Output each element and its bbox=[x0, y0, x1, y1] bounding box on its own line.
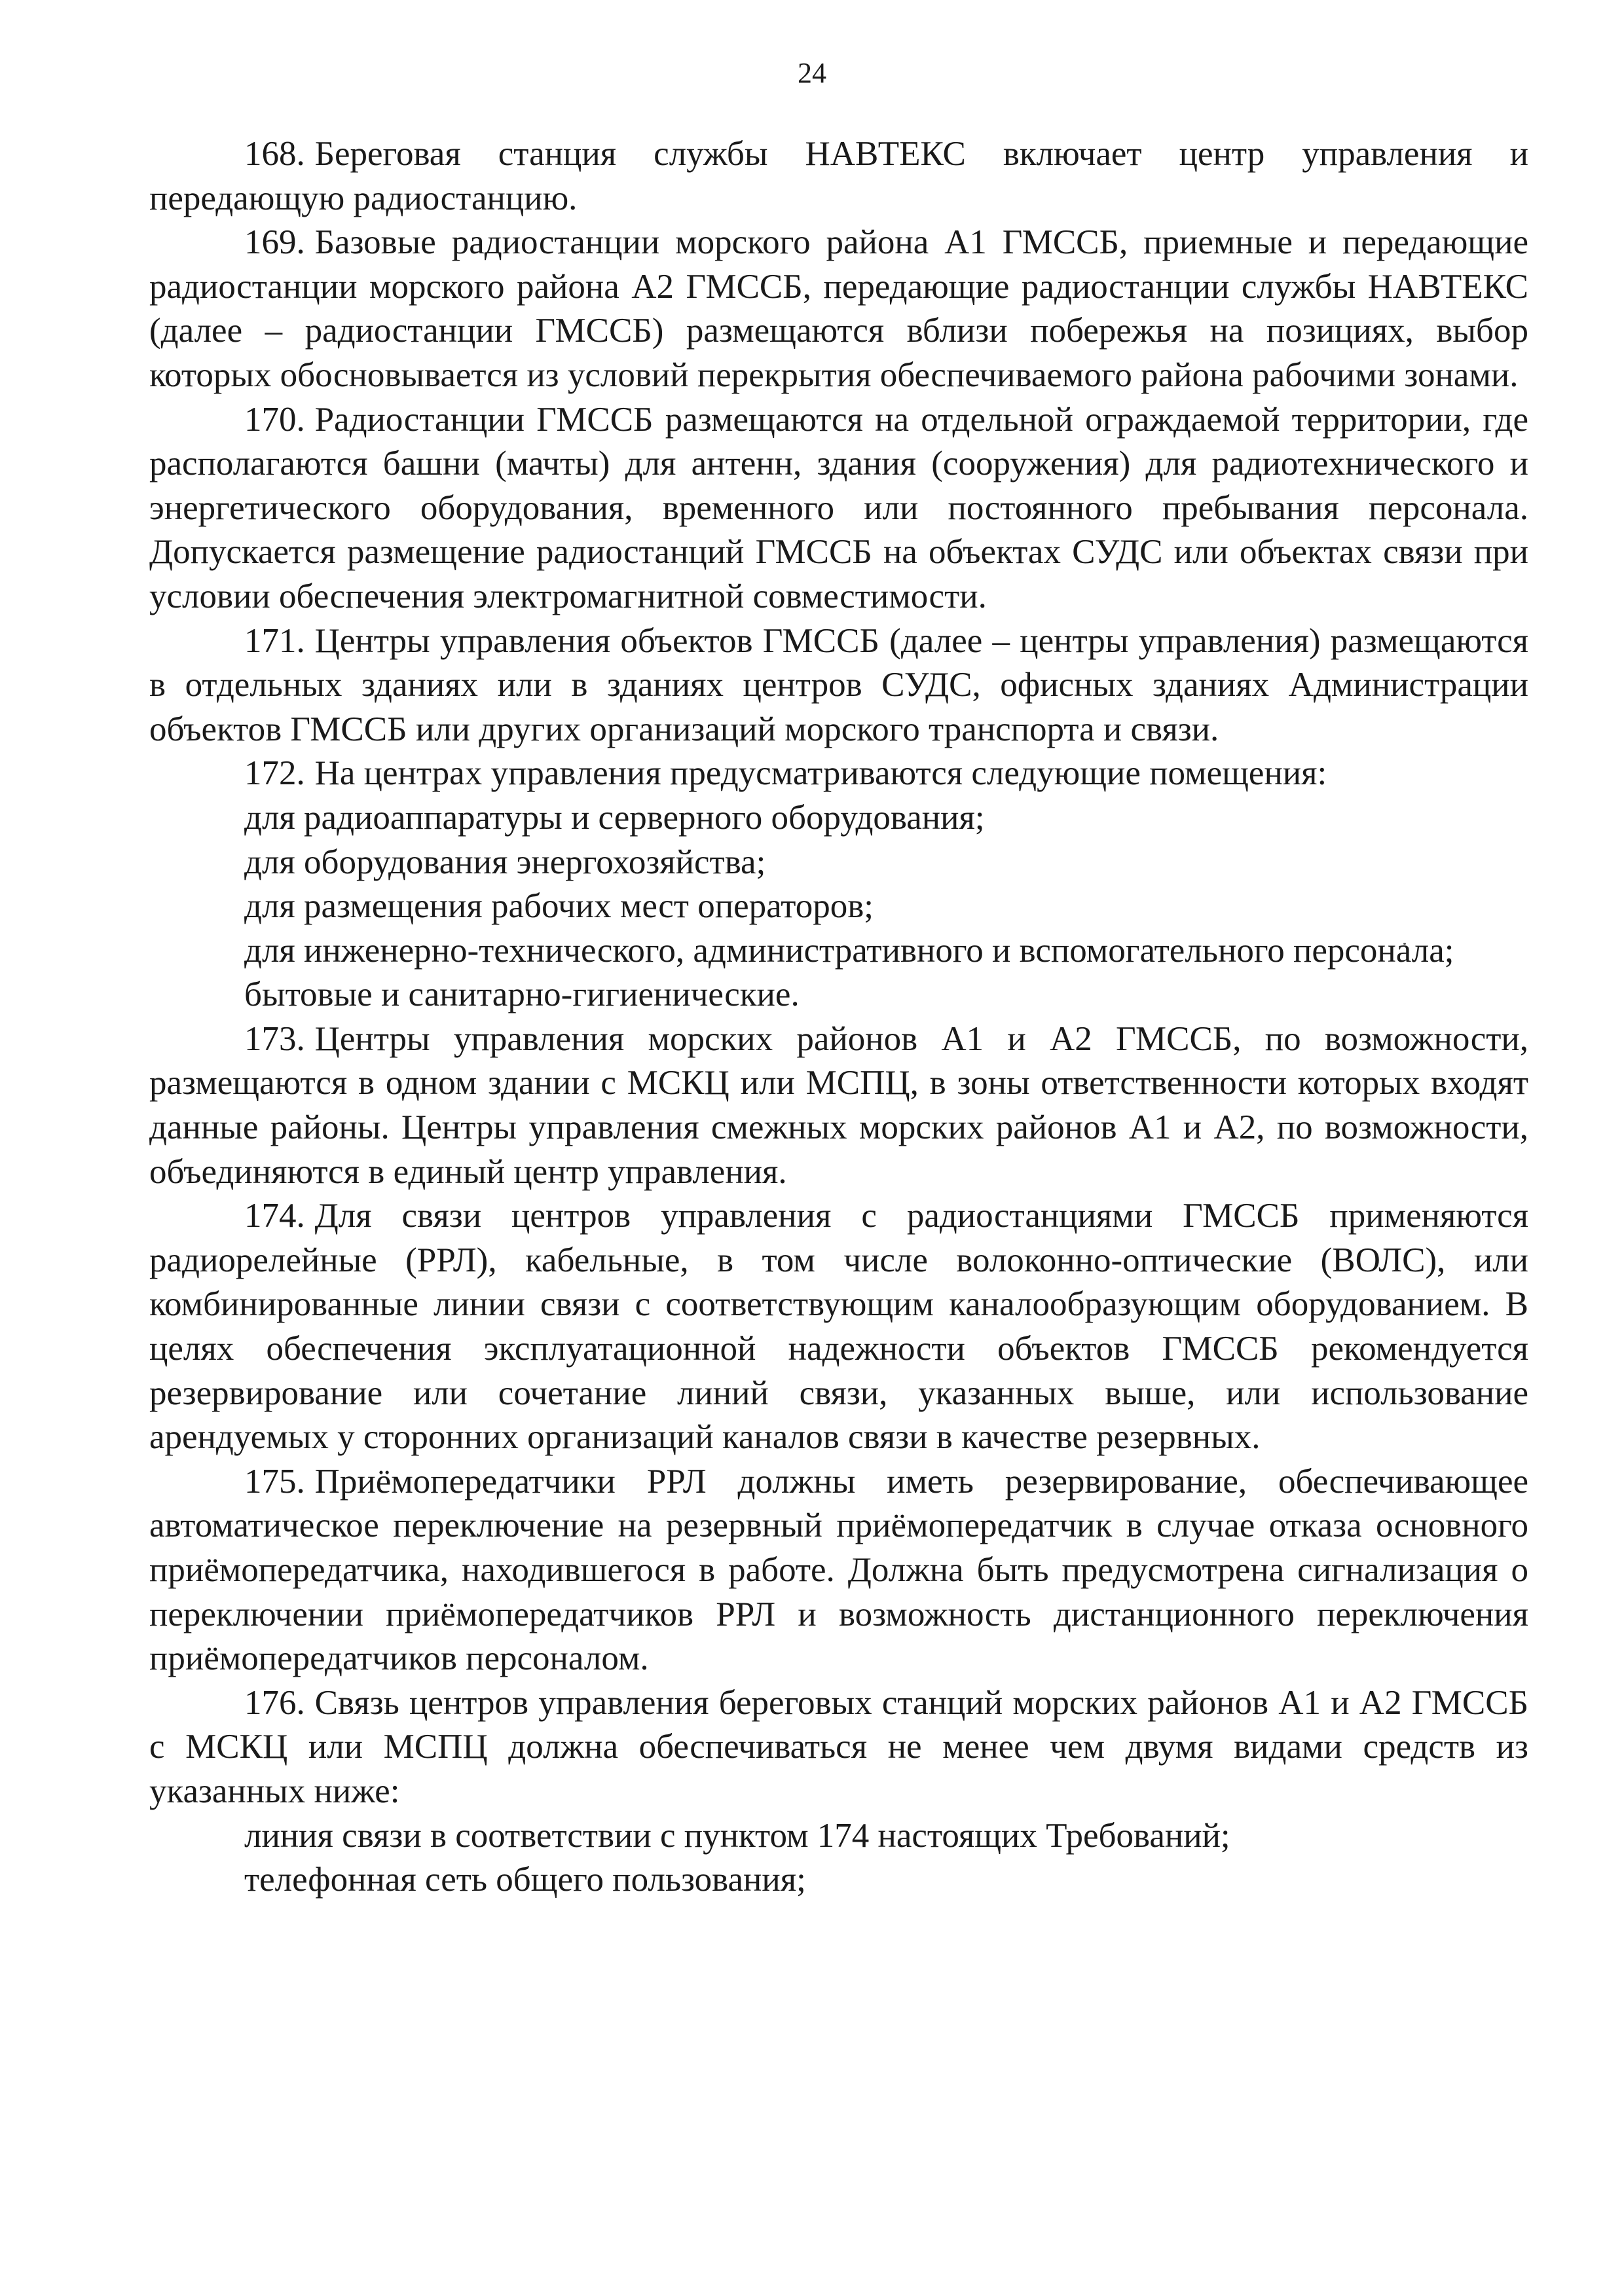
paragraph-text: Базовые радиостанции морского района А1 ГМССБ, приемные и передающие радиостанции морского района А2 ГМССБ, передающие радиостанции службы НАВТЕКС (далее – радиостанции ГМССБ) размещаются вблизи побережья на позициях, выбор которых обосновывается из условий перекрытия обеспечиваемого района рабочими зонами. bbox=[149, 223, 1528, 394]
paragraph-175 bbox=[149, 1460, 1528, 1681]
paragraph-number: 168. bbox=[244, 135, 305, 173]
document-body bbox=[149, 132, 1528, 1903]
paragraph-173 bbox=[149, 1017, 1528, 1194]
paragraph-number: 176. bbox=[244, 1683, 305, 1722]
paragraph-number: 172. bbox=[244, 754, 305, 793]
paragraph-text: Центры управления морских районов А1 и А2 ГМССБ, по возможности, размещаются в одном здании с МСКЦ или МСПЦ, в зоны ответственности которых входят данные районы. Центры управления смежных морских районов А1 и А2, по возможности, объединяются в единый центр управления. bbox=[149, 1019, 1528, 1191]
list-item: бытовые и санитарно-гигиенические. bbox=[244, 975, 800, 1014]
paragraph-text: Центры управления объектов ГМССБ (далее – центры управления) размещаются в отдельных зданиях или в зданиях центров СУДС, офисных зданиях Администрации объектов ГМССБ или других организаций морского транспорта и связи. bbox=[149, 621, 1528, 748]
paragraph-text: Радиостанции ГМССБ размещаются на отдельной ограждаемой территории, где располагаются башни (мачты) для антенн, здания (сооружения) для радиотехнического и энергетического оборудования, временного или постоянного пребывания персонала. Допускается размещение радиостанций ГМССБ на объектах СУДС или объектах связи при условии обеспечения электромагнитной совместимости. bbox=[149, 400, 1528, 615]
list-item: для размещения рабочих мест операторов; bbox=[244, 887, 874, 926]
page-number: 24 bbox=[798, 57, 826, 89]
paragraph-text: Для связи центров управления с радиостанциями ГМССБ применяются радиорелейные (РРЛ), кабельные, в том числе волоконно-оптические (ВОЛС), или комбинированные линии связи с соответствующим каналообразующим оборудованием. В целях обеспечения эксплуатационной надежности объектов ГМССБ рекомендуется резервирование или сочетание линий связи, указанных выше, или использование арендуемых у сторонних организаций каналов связи в качестве резервных. bbox=[149, 1197, 1528, 1457]
paragraph-text: Связь центров управления береговых станций морских районов А1 и А2 ГМССБ с МСКЦ или МСПЦ должна обеспечиваться не менее чем двумя видами средств из указанных ниже: bbox=[149, 1683, 1528, 1810]
list-item: для радиоаппаратуры и серверного оборудования; bbox=[244, 798, 985, 837]
list-item: линия связи в соответствии с пунктом 174 настоящих Требований; bbox=[244, 1816, 1230, 1855]
paragraph-text: Береговая станция службы НАВТЕКС включает центр управления и передающую радиостанцию. bbox=[149, 135, 1528, 217]
paragraph-text: На центрах управления предусматриваются следующие помещения: bbox=[314, 754, 1327, 793]
paragraph-number: 171. bbox=[244, 621, 305, 660]
paragraph-172 bbox=[149, 752, 1528, 796]
paragraph-168 bbox=[149, 132, 1528, 221]
paragraph-number: 169. bbox=[244, 223, 305, 262]
list-item: телефонная сеть общего пользования; bbox=[244, 1861, 806, 1899]
paragraph-169 bbox=[149, 221, 1528, 397]
paragraph-number: 173. bbox=[244, 1019, 305, 1058]
paragraph-number: 175. bbox=[244, 1462, 305, 1501]
paragraph-text: Приёмопередатчики РРЛ должны иметь резервирование, обеспечивающее автоматическое переключение на резервный приёмопередатчик в случае отказа основного приёмопередатчика, находившегося в работе. Должна быть предусмотрена сигнализация о переключении приёмопередатчиков РРЛ и возможность дистанционного переключения приёмопередатчиков персоналом. bbox=[149, 1462, 1528, 1678]
paragraph-170 bbox=[149, 398, 1528, 619]
paragraph-number: 174. bbox=[244, 1197, 305, 1235]
paragraph-171 bbox=[149, 619, 1528, 752]
paragraph-176 bbox=[149, 1681, 1528, 1814]
list-item: для оборудования энергохозяйства; bbox=[244, 843, 766, 881]
list-item: для инженерно-технического, административного и вспомогательного персонала; bbox=[244, 931, 1454, 970]
paragraph-174 bbox=[149, 1194, 1528, 1460]
paragraph-number: 170. bbox=[244, 400, 305, 439]
